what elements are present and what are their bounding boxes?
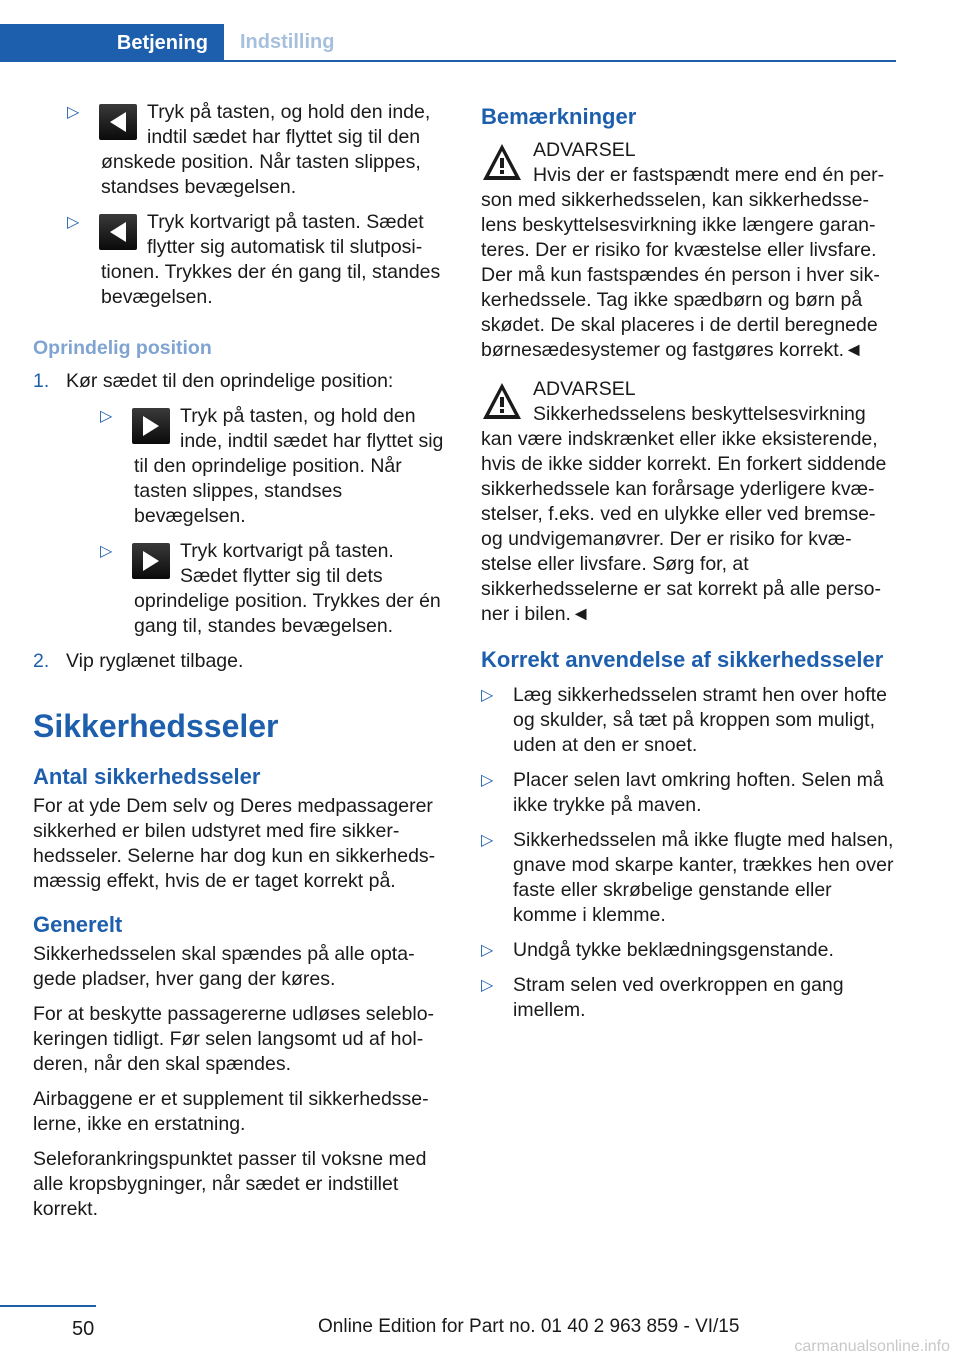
arrow-right-icon <box>132 543 170 579</box>
list-item: ▷ Tryk på tasten, og hold den inde, indtil sædet har flyttet sig til den oprindelige position. Når tasten slippes, standses bevægelsen. <box>100 405 444 527</box>
tab-indstilling[interactable]: Indstilling <box>240 30 335 53</box>
watermark: carmanualsonline.info <box>794 1338 950 1355</box>
edition-text: Online Edition for Part no. 01 40 2 963 859 - VI/15 <box>318 1316 740 1337</box>
warning-text: Sikkerhedsselens beskyttelsesvirkning kan være indskrænket eller ikke eksisterende, hvis de ikke sidder korrekt. En forkert siddende sikkerhedssele kan forårsage yderligere kvæstelser, f.eks. ved en ulykke eller ved bremse- og undvigemanøvrer. Der er risiko for kvæstelse eller livsfare. Sørg for, at sikkerhedsselerne er sat korrekt på alle personer i bilen.◄ <box>481 403 887 625</box>
warning-title: ADVARSEL <box>533 378 636 400</box>
warning-icon <box>481 381 523 421</box>
right-column <box>481 100 896 1033</box>
correct-use-heading: Korrekt anvendelse af sikkerhedsseler <box>481 647 884 672</box>
bullet-triangle-icon: ▷ <box>67 214 80 231</box>
warning-block <box>481 138 896 363</box>
step-1-substeps <box>66 404 448 639</box>
warning-block <box>481 377 896 627</box>
header <box>0 24 960 62</box>
paragraph: Sikkerhedsselen skal spændes på alle optagede pladser, hver gang der køres. <box>33 943 415 990</box>
bullet-triangle-icon: ▷ <box>481 977 494 994</box>
list-item: ▷ Læg sikkerhedsselen stramt hen over hofte og skulder, så tæt på kroppen som muligt, uden at den er snoet. <box>481 684 887 756</box>
warning-text: Hvis der er fastspændt mere end én person med sikkerhedsselen, kan sikkerhedsselens beskyttelsesvirkning ikke længere garanteres. Der er risiko for kvæstelse eller livsfare. Der må kun fastspændes én person i hver sikkerhedssele. Tag ikke spædbørn og børn på skødet. De skal placeres i de dertil beregnede børnesædesystemer og fastgøres korrekt.◄ <box>481 164 885 361</box>
step-number: 2. <box>33 650 50 672</box>
bullet-triangle-icon: ▷ <box>481 832 494 849</box>
list-item: ▷ Tryk på tasten, og hold den inde, indtil sædet har flyttet sig til den ønskede position. Når tasten slippes, standses bevægelsen. <box>67 101 431 198</box>
paragraph: Airbaggene er et supplement til sikkerhedsselerne, ikke en erstatning. <box>33 1088 429 1135</box>
warning-title: ADVARSEL <box>533 139 636 161</box>
section-title: Sikkerhedsseler <box>33 708 279 744</box>
subsection-title: Antal sikkerhedsseler <box>33 764 261 789</box>
list-item: ▷ Undgå tykke beklædningsgenstande. <box>481 939 834 961</box>
header-rule <box>0 60 896 62</box>
original-position-heading: Oprindelig position <box>33 337 212 359</box>
bullet-triangle-icon: ▷ <box>481 687 494 704</box>
step-2: 2. Vip ryglænet tilbage. <box>33 650 244 672</box>
arrow-left-icon <box>99 214 137 250</box>
step-1: 1. Kør sædet til den oprindelige position: <box>33 370 394 392</box>
list-item: ▷ Tryk kortvarigt på tasten. Sædet flytter sig automatisk til slutpositionen. Trykkes der én gang til, standes bevægelsen. <box>67 211 441 308</box>
footer-rule <box>0 1305 96 1307</box>
arrow-right-icon <box>132 408 170 444</box>
page-number: 50 <box>72 1318 95 1340</box>
bullet-triangle-icon: ▷ <box>481 942 494 959</box>
warning-icon <box>481 142 523 182</box>
paragraph: For at beskytte passagererne udløses seleblokeringen tidligt. Før selen langsomt ud af holderen, når den skal spændes. <box>33 1003 435 1075</box>
tab-betjening[interactable]: Betjening <box>0 24 224 62</box>
list-item: ▷ Sikkerhedsselen må ikke flugte med halsen, gnave mod skarpe kanter, trækkes hen over faste eller skrøbelige genstande eller komme i klemme. <box>481 829 894 926</box>
paragraph: For at yde Dem selv og Deres medpassagerer sikkerhed er bilen udstyret med fire sikkerhedsseler. Selerne har dog kun en sikkerhedsmæssig effekt, hvis de er taget korrekt på. <box>33 795 436 892</box>
subsection-title: Generelt <box>33 912 123 937</box>
notes-heading: Bemærkninger <box>481 104 637 129</box>
bullet-triangle-icon: ▷ <box>100 408 113 425</box>
step-number: 1. <box>33 370 50 392</box>
bullet-triangle-icon: ▷ <box>481 772 494 789</box>
paragraph: Seleforankringspunktet passer til voksne med alle kropsbygninger, når sædet er indstillet korrekt. <box>33 1148 427 1220</box>
list-item: ▷ Stram selen ved overkroppen en gang imellem. <box>481 974 844 1021</box>
left-column <box>33 100 448 1232</box>
list-item: ▷ Tryk kortvarigt på tasten. Sædet flytter sig til dets oprindelige position. Trykkes der én gang til, standes bevægelsen. <box>100 540 441 637</box>
arrow-left-icon <box>99 104 137 140</box>
list-item: ▷ Placer selen lavt omkring hoften. Selen må ikke trykke på maven. <box>481 769 884 816</box>
bullet-triangle-icon: ▷ <box>100 543 113 560</box>
bullet-triangle-icon: ▷ <box>67 104 80 121</box>
